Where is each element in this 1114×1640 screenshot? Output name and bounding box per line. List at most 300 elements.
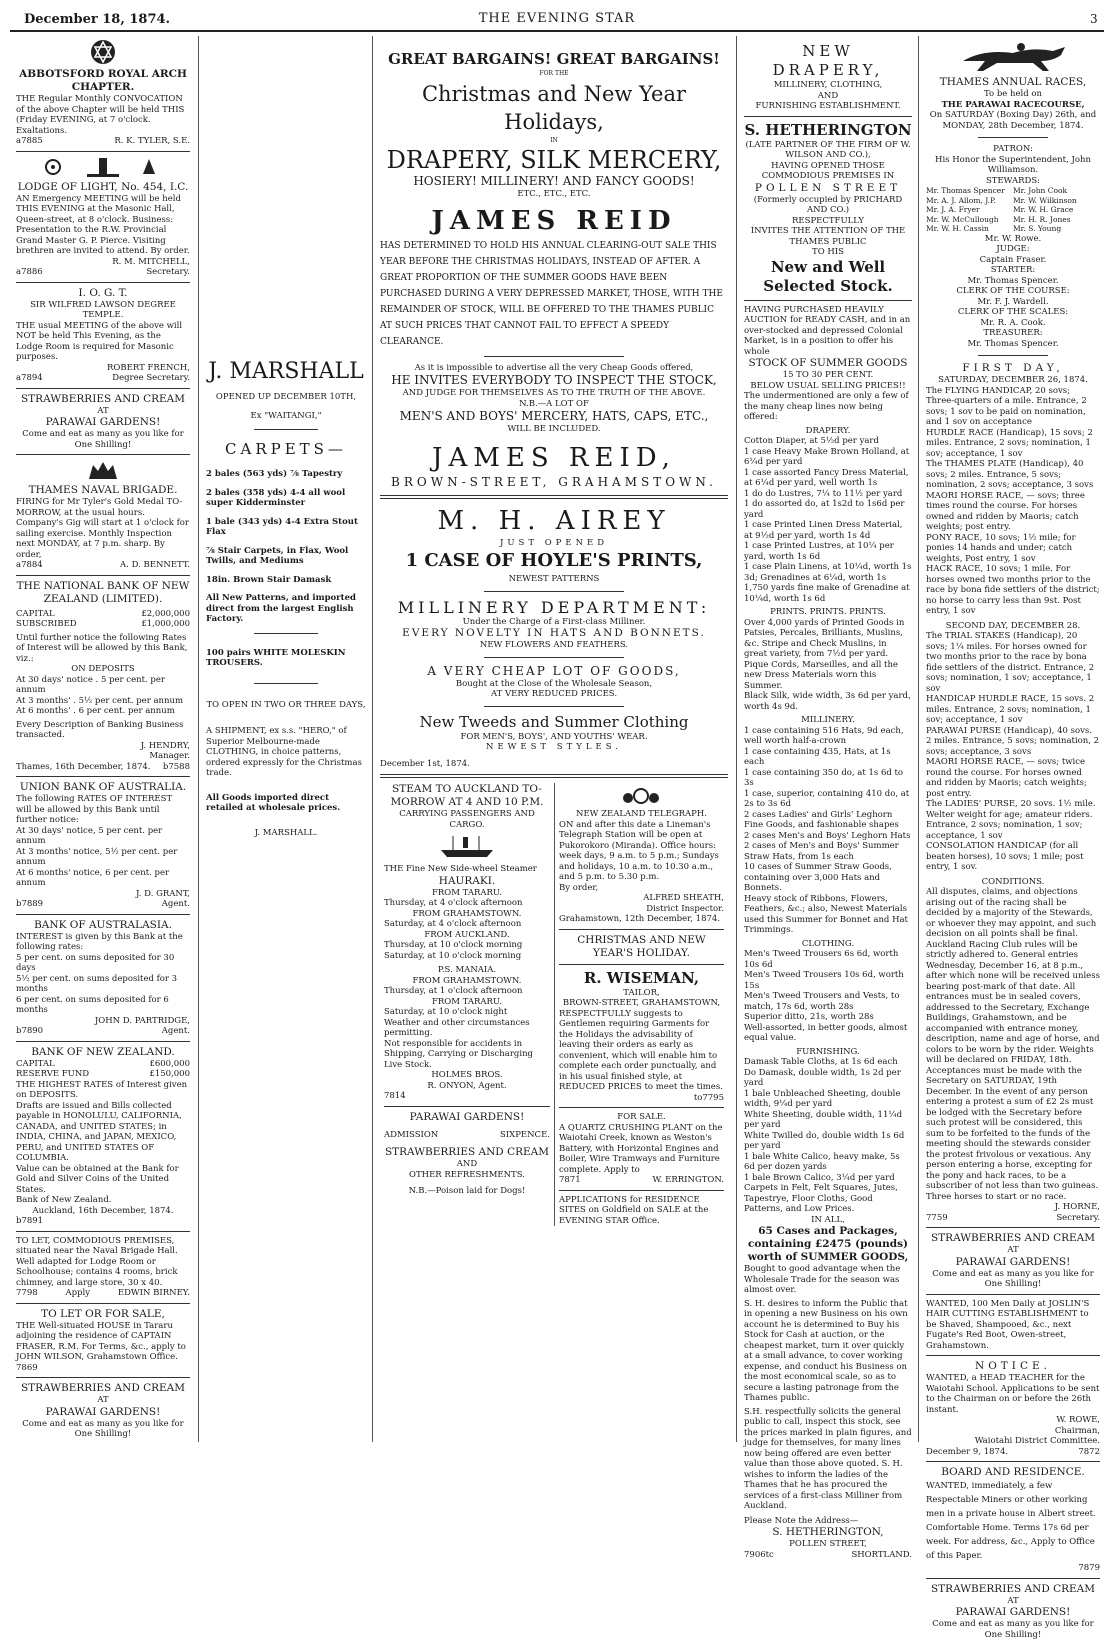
union-ref: b7889: [16, 899, 44, 909]
column-divider: [198, 36, 199, 1442]
hetherington-name: S. HETHERINGTON: [744, 120, 912, 139]
airey-bought: Bought at the Close of the Wholesale Season,: [455, 678, 653, 689]
lodge-title: LODGE OF LIGHT, No. 454, I.C.: [17, 180, 189, 193]
hetherington-furn: FURNISHING ESTABLISHMENT.: [755, 101, 901, 111]
race-entry: The TRIAL STAKES (Handicap), 20 sovs; 1¼ miles. For horses owned for two months prior to the race by bona fide settlers of the district. Entrance, 2 sovs; nomination, 1 sov; acceptance, 1 sov: [926, 631, 1095, 694]
patron-label: PATRON:: [993, 144, 1033, 154]
judge-name: Captain Fraser.: [979, 254, 1047, 265]
hetherington-mill: MILLINERY, CLOTHING,: [773, 80, 883, 90]
union-title: UNION BANK OF AUSTRALIA.: [19, 781, 187, 793]
hetherington-cases: 65 Cases and Packages, containing £2475 (pounds) worth of SUMMER GOODS,: [747, 1225, 909, 1263]
airey-novelty: EVERY NOVELTY IN HATS AND BONNETS.: [402, 627, 706, 639]
boa-rate: 6 per cent. on sums deposited for 6 months: [16, 994, 169, 1015]
steam-line: FROM GRAHAMSTOWN.: [412, 975, 522, 986]
list-item: White Twilled do, double width 1s 6d per yard: [744, 1130, 905, 1151]
list-item: Well-assorted, in better goods, almost equal value.: [744, 1022, 908, 1043]
race-entry: PONY RACE, 10 sovs; 1½ mile; for ponies 14 hands and under; catch weights, Post entry, 1 sov: [926, 532, 1076, 564]
lodge-role: Secretary.: [146, 267, 190, 277]
xmas-title: CHRISTMAS AND NEW YEAR'S HOLIDAY.: [577, 933, 706, 959]
wiseman-title: R. WISEMAN,: [583, 968, 700, 987]
tele-sign: ALFRED SHEATH,: [643, 893, 724, 903]
list-item: 1 case, superior, containing 410 do, at 2s to 3s 6d: [744, 788, 910, 809]
nbnz-deposits: ON DEPOSITS: [71, 664, 135, 674]
naval-title: THAMES NAVAL BRIGADE.: [28, 484, 178, 496]
list-item: 2 cases Ladies' and Girls' Leghorn Fine Goods, and fashionable shapes: [744, 809, 899, 830]
union-role: Agent.: [161, 899, 190, 909]
races-held: To be held on: [984, 89, 1042, 99]
wiseman-tailor: TAILOR,: [623, 987, 660, 998]
airey-reduced: AT VERY REDUCED PRICES.: [490, 689, 618, 699]
board-ref: 7879: [1078, 1563, 1100, 1573]
first-day: FIRST DAY,: [962, 362, 1064, 374]
strawberries-title: STRAWBERRIES AND CREAM: [20, 392, 186, 405]
tele-title: NEW ZEALAND TELEGRAPH.: [576, 809, 707, 819]
reid-incl: WILL BE INCLUDED.: [507, 424, 601, 434]
conditions-sign: J. HORNE,: [1054, 1202, 1100, 1212]
starter-label: STARTER:: [990, 265, 1036, 275]
marshall-carpets: CARPETS—: [225, 440, 347, 458]
lodge-ref: a7886: [16, 267, 43, 277]
nbnz-capital: £2,000,000: [141, 608, 190, 619]
hetherington-note: Please Note the Address—: [744, 1515, 859, 1526]
notice-date: December 9, 1874.: [926, 1446, 1009, 1457]
steward: Mr. John Cook: [1013, 186, 1068, 195]
nbnz-every: Every Description of Banking Business transacted.: [16, 719, 184, 740]
list-item: 1 case Printed Lustres, at 10¼ per yard, worth 1s 6d: [744, 541, 894, 562]
union-sign: J. D. GRANT,: [136, 888, 190, 899]
boa-ref: b7890: [16, 1026, 44, 1036]
strawberries-body: Come and eat as many as you like for One Shilling!: [22, 429, 184, 450]
section-millinery: MILLINERY.: [801, 715, 855, 725]
wanted-shave: WANTED, 100 Men Daily at JOSLIN'S HAIR CUTTING ESTABLISHMENT to be Shaved, Shampooed, &c., next Fugate's Red Boot, Owen-street, Grahamstown.: [926, 1298, 1090, 1351]
lodge-sign: R. M. MITCHELL,: [112, 256, 190, 267]
hetherington-below: BELOW USUAL SELLING PRICES!!: [750, 380, 906, 391]
steam-carry: CARRYING PASSENGERS AND CARGO.: [399, 809, 535, 830]
list-item: Cotton Diaper, at 5½d per yard: [744, 436, 879, 446]
marshall-ex: Ex "WAITANGI,": [250, 410, 322, 421]
union-rate: At 3 months' notice, 5½ per cent. per annum: [16, 846, 178, 867]
bnz-title: BANK OF NEW ZEALAND.: [31, 1045, 175, 1058]
marshall-item: All Goods imported direct retailed at wholesale prices.: [206, 792, 341, 813]
apps-body: APPLICATIONS for RESIDENCE SITES on Goldfield on SALE at the EVENING STAR Office.: [558, 1194, 709, 1226]
steward: Mr. A. J. Allom, J.P.: [926, 195, 996, 205]
race-entry: MAORI HORSE RACE, — sovs; twice round the course. For horses owned and ridden by Maoris; catch weights; post entry.: [926, 757, 1087, 799]
list-item: Pique Cords, Marseilles, and all the new Dress Materials worn this Summer.: [744, 659, 898, 691]
bnz-body: THE HIGHEST RATES of Interest given on DEPOSITS.: [16, 1079, 188, 1100]
airey-just: JUST OPENED: [499, 537, 609, 548]
hetherington-desires: S. H. desires to inform the Public that in opening a new Business on his own account he is determined to Buy his Stock for Cash at auction, or the cheapest market, turn it over quickly at a small advance, to cover working expense, and conduct his Business on the most economical scale, so as to secure a lasting patronage from the Thames public.: [744, 1298, 908, 1403]
steam-line: Saturday, at 10 o'clock morning: [384, 950, 522, 961]
steward: Mr. S. Young: [1013, 224, 1062, 233]
racehorse-icon: [926, 39, 1100, 73]
column-divider: [372, 36, 373, 1442]
steam-ref: 7814: [384, 1091, 406, 1101]
steward: Mr. Thomas Spencer: [926, 186, 1005, 195]
iogt-sub: SIR WILFRED LAWSON DEGREE TEMPLE.: [30, 299, 176, 320]
abbotsford-body: THE Regular Monthly CONVOCATION of the above Chapter will be held THIS (Friday EVENING, at 7 o'clock. Exaltations.: [16, 94, 185, 136]
race-entry: HACK RACE, 10 sovs; 1 mile. For horses owned two months prior to the race by bona fide settlers of the district; no horse to carry less than 9st. Post entry, 1 sov: [926, 564, 1100, 616]
race-entry: MAORI HORSE RACE, — sovs; three times round the course. For horses owned and ridden by Maoris; catch weights; post entry.: [926, 490, 1085, 532]
steward: Mr. W. H. Cassin: [926, 224, 989, 233]
list-item: Over 4,000 yards of Printed Goods in Patsies, Percales, Brilliants, Muslins, &c. Stripe and Check Muslins, in great variety, from 7½d per yard.: [744, 617, 905, 659]
royal-arms-icon: [559, 786, 724, 806]
page-number: 3: [1090, 12, 1098, 26]
drapery-heading: DRAPERY, SILK MERCERY,: [386, 146, 722, 174]
list-item: Damask Table Cloths, at 1s 6d each: [744, 1057, 898, 1067]
airey-newest: NEWEST PATTERNS: [508, 574, 600, 584]
steward: Mr. W. H. Grace: [1013, 205, 1074, 214]
wiseman-addr: BROWN-STREET, GRAHAMSTOWN,: [562, 998, 721, 1008]
column-divider: [736, 36, 737, 1442]
hetherington-under: The undermentioned are only a few of the many cheap lines now being offered:: [744, 391, 909, 422]
tele-date: Grahamstown, 12th December, 1874.: [558, 914, 720, 924]
royal-crest-icon: [16, 459, 190, 481]
marshall-item: 2 bales (563 yds) ⅞ Tapestry: [206, 469, 343, 479]
strawberries-body: Come and eat as many as you like for One Shilling!: [932, 1619, 1094, 1640]
stewards-label: STEWARDS:: [985, 175, 1041, 186]
for-the: FOR THE: [539, 70, 569, 77]
marshall-title: J. MARSHALL: [208, 359, 364, 384]
steam-line: FROM GRAHAMSTOWN.: [412, 908, 522, 919]
hetherington-solicits: S.H. respectfully solicits the general public to call, inspect this stock, see the prices marked in plain figures, and judge for themselves, for many lines now being offered are even better value than those above quoted. S. H. wishes to inform the ladies of the Thames that he has procured the services of a first-class Milliner from Auckland.: [744, 1406, 912, 1511]
airey-under: Under the Charge of a First-class Milliner.: [462, 616, 646, 627]
race-entry: HURDLE RACE (Handicap), 15 sovs; 2 miles. Entrance, 2 sovs; nomination, 1 sov; acceptance, 1 sov: [926, 427, 1093, 459]
nbnz-sign: J. HENDRY,: [140, 740, 190, 751]
tolet-body: TO LET, COMMODIOUS PREMISES, situated near the Naval Brigade Hall. Well adapted for Lodge Room or Schoolhouse; contains 4 rooms, brick chimney, and large store, 30 x 40.: [16, 1235, 178, 1288]
wanted-teacher: WANTED, a HEAD TEACHER for the Waiotahi School. Applications to be sent to the Chairman on or before the 26th instant.: [926, 1373, 1100, 1415]
list-item: White Sheeting, double width, 11¼d per yard: [744, 1109, 903, 1130]
list-item: Men's Tweed Trousers and Vests, to match, 17s 6d, worth 28s: [744, 991, 900, 1012]
marshall-item: 18in. Brown Stair Damask: [206, 574, 332, 585]
lodge-emblem-icon: [16, 156, 190, 178]
etc-line: ETC., ETC., ETC.: [517, 189, 591, 199]
boa-body: INTEREST is given by this Bank at the following rates:: [16, 931, 183, 952]
abbotsford-title: ABBOTSFORD ROYAL ARCH CHAPTER.: [19, 68, 187, 93]
second-day: SECOND DAY, DECEMBER 28.: [945, 620, 1081, 631]
bnz-body2: Drafts are issued and Bills collected payable in HONOLULU, CALIFORNIA, CANADA, and UNITED STATES; in INDIA, CHINA, and JAPAN, MEXICO, PERU, and UNITED STATES OF COLUMBIA.: [16, 1100, 182, 1163]
race-entry: The FLYING HANDICAP, 20 sovs; Three-quarters of a mile. Entrance, 2 sovs; 1 sov to be paid on nomination, and 1 sov on acceptance: [926, 385, 1087, 427]
list-item: 1 case containing 516 Hats, 9d each, well worth half-a-crown: [744, 725, 904, 746]
list-item: 1 bale Brown Calico, 3¼d per yard: [744, 1172, 895, 1183]
list-item: 1 bale Unbleached Sheeting, double width, 9¼d per yard: [744, 1088, 901, 1109]
naval-ref: a7884: [16, 560, 43, 570]
list-item: 1 case Printed Linen Dress Material, at 9½d per yard, worth 1s 4d: [744, 520, 903, 541]
parawai-admission: ADMISSION: [384, 1129, 439, 1140]
nbnz-subscribed: £1,000,000: [141, 619, 190, 629]
naval-body: FIRING for Mr Tyler's Gold Medal TO-MORROW, at the usual hours. Company's Gig will start at 1 o'clock for sailing exercise. Monthly Inspection next MONDAY, at 7 p.m. sharp. By order,: [16, 497, 189, 560]
masthead: [0, 0, 1114, 36]
marshall-item: ⅞ Stair Carpets, in Flax, Wool Twills, and Mediums: [206, 545, 349, 566]
list-item: Black Silk, wide width, 3s 6d per yard, worth 4s 9d.: [744, 691, 911, 712]
strawberries-place: PARAWAI GARDENS!: [45, 1405, 161, 1418]
boa-rate: 5½ per cent. on sums deposited for 3 months: [16, 973, 178, 994]
tele-role: District Inspector.: [646, 903, 724, 914]
scales-name: Mr. R. A. Cook.: [980, 317, 1046, 328]
strawberries-title: STRAWBERRIES AND CREAM: [930, 1232, 1096, 1244]
section-furnishing: FURNISHING.: [796, 1046, 860, 1057]
section-clothing: CLOTHING.: [801, 938, 855, 949]
newspaper-title: THE EVENING STAR: [478, 11, 636, 26]
masthead-rule: [10, 30, 1104, 32]
column-2: [200, 36, 372, 1442]
steamer-advert: [380, 783, 554, 1226]
steam-line: FROM TARARU.: [431, 887, 503, 898]
strawberries-title: STRAWBERRIES AND CREAM: [930, 1582, 1096, 1595]
steam-name: HAURAKI.: [438, 874, 496, 887]
steward: Mr. W. McCullough: [926, 214, 999, 224]
hetherington-shortland: SHORTLAND.: [851, 1549, 912, 1560]
list-item: 1 do do Lustres, 7¼ to 11½ per yard: [744, 488, 903, 499]
list-item: 1 do assorted do, at 1s2d to 1s6d per yard: [744, 499, 905, 520]
list-item: 2 cases of Men's and Boys' Summer Straw Hats, from 1s each: [744, 841, 899, 862]
steward: Mr. W. Wilkinson: [1013, 195, 1077, 205]
hetherington-tohis: TO HIS: [812, 247, 844, 257]
nbnz-intro: Until further notice the following Rates of Interest will be allowed by this Bank, viz.:: [16, 632, 188, 664]
race-entry: The THAMES PLATE (Handicap), 40 sovs; 2 miles. Entrance, 5 sovs; nomination, 2 sovs; acceptance, 3 sovs: [926, 459, 1094, 490]
parawai-and: AND: [456, 1159, 478, 1169]
steam-holmes: HOLMES BROS.: [431, 1070, 503, 1080]
column-1: [10, 36, 196, 1442]
reid-mens: MEN'S AND BOYS' MERCERY, HATS, CAPS, ETC.,: [399, 409, 709, 423]
boa-sign: JOHN D. PARTRIDGE,: [94, 1015, 190, 1026]
sale-body: A QUARTZ CRUSHING PLANT on the Waiotahi Creek, known as Weston's Battery, with Horizontal Engines and Boiler, Wire Tramways and Furniture complete. Apply to: [558, 1122, 723, 1175]
steam-title: STEAM TO AUCKLAND TO-MORROW AT 4 AND 10 P.M.: [390, 783, 544, 808]
hetherington-ref: 7906tc: [744, 1549, 774, 1560]
steward: Mr. H. R. Jones: [1013, 214, 1071, 224]
list-item: 1 case containing 435, Hats, at 1s each: [744, 746, 891, 767]
list-item: Heavy stock of Ribbons, Flowers, Feathers, &c.; also, Newest Materials used this Summer for Bonnet and Hat Trimmings.: [744, 893, 908, 935]
marshall-item: A SHIPMENT, ex s.s. "HERO," of Superior Melbourne-made CLOTHING, in choice patterns, ordered expressly for the Christmas trade.: [206, 726, 362, 778]
strawberries-at: AT: [97, 1395, 109, 1405]
hetherington-stock: STOCK OF SUMMER GOODS: [748, 357, 908, 369]
nbnz-capital-label: CAPITAL: [16, 608, 55, 619]
races-course: THE PARAWAI RACECOURSE,: [941, 99, 1085, 110]
hetherington-having: HAVING OPENED THOSE COMMODIOUS PREMISES IN: [761, 160, 895, 181]
list-item: 10 cases of Summer Straw Goods, containing over 3,000 Hats and Bonnets.: [744, 862, 892, 893]
wiseman-body: RESPECTFULLY suggests to Gentlemen requiring Garments for the Holidays the advisability of leaving their orders as early as convenient, which will enable him to complete each order punctually, and in his usual finished style, at REDUCED PRICES to meet the times.: [558, 1008, 723, 1092]
steward: Mr. W. Rowe.: [984, 233, 1042, 244]
james-reid-signature: JAMES REID,: [432, 442, 676, 473]
list-item: Men's Tweed Trousers 10s 6d, worth 15s: [744, 970, 904, 991]
notice-ref: 7872: [1078, 1446, 1100, 1457]
treasurer-name: Mr. Thomas Spencer.: [967, 338, 1059, 349]
steward: Mr. J. A. Fryer: [926, 205, 980, 214]
reid-impossible: As it is impossible to advertise all the very Cheap Goods offered,: [414, 362, 694, 373]
steam-line: Thursday, at 10 o'clock morning: [384, 940, 523, 950]
nbnz-subscribed-label: SUBSCRIBED: [16, 619, 77, 629]
notice-sign: W. ROWE,: [1056, 1415, 1100, 1425]
strawberries-place: PARAWAI GARDENS!: [45, 416, 161, 428]
column-divider: [918, 36, 919, 1442]
iogt-role: Degree Secretary.: [112, 373, 190, 383]
airey-cheap: A VERY CHEAP LOT OF GOODS,: [427, 663, 681, 678]
telegraph-advert: [554, 783, 728, 1226]
strawberries-at: AT: [1007, 1595, 1019, 1606]
hetherington-newwell: New and Well Selected Stock.: [763, 257, 893, 295]
hetherington-resp: RESPECTFULLY: [792, 215, 864, 226]
sale-title: FOR SALE.: [617, 1112, 666, 1122]
reid-body: HAS DETERMINED TO HOLD HIS ANNUAL CLEARING-OUT SALE THIS YEAR BEFORE THE CHRISTMAS HOLIDAYS, INSTEAD OF AFTER. A GREAT PROPORTION OF THE SUMMER GOODS HAVE BEEN PURCHASED DURING A VERY DEPRESSED MARKET, THOSE, WITH THE REMAINDER OF STOCK, WILL BE OFFERED TO THE THAMES PUBLIC AT SUCH PRICES THAT CANNOT FAIL TO EFFECT A SPEEDY CLEARANCE.: [380, 240, 723, 347]
list-item: 1 case assorted Fancy Dress Material, at 6¼d per yard, well worth 1s: [744, 467, 909, 488]
iogt-ref: a7894: [16, 373, 43, 383]
iogt-body: THE usual MEETING of the above will NOT be held This Evening, as the Lodge Room is required for Masonic purposes.: [16, 320, 183, 362]
tolet-sign: EDWIN BIRNEY.: [117, 1288, 190, 1298]
parawai-price: SIXPENCE.: [499, 1129, 550, 1140]
hetherington-and: AND: [817, 90, 839, 101]
airey-formen: FOR MEN'S, BOYS', AND YOUTHS' WEAR.: [460, 731, 648, 742]
board-body: WANTED, immediately, a few Respectable Miners or other working men in a private house in Albert street. Comfortable Home. Terms 17s 6d per week. For address, &c., Apply to Office of this Paper.: [926, 1481, 1096, 1561]
parawai-nb: N.B.—Poison laid for Dogs!: [408, 1186, 526, 1196]
iogt-title: I. O. G. T.: [78, 286, 128, 299]
conditions-title: CONDITIONS.: [981, 876, 1045, 887]
section-prints: PRINTS. PRINTS. PRINTS.: [770, 607, 886, 617]
masonic-star-icon: [16, 39, 190, 65]
race-entry: PARAWAI PURSE (Handicap), 40 sovs. 2 miles. Entrance, 5 sovs; nomination, 2 sovs; acceptance, 3 sovs: [926, 725, 1100, 757]
hetherington-formerly: (Formerly occupied by PRICHARD AND CO.): [753, 194, 903, 215]
hetherington-name2: S. HETHERINGTON,: [772, 1526, 884, 1538]
bnz-reserve: £150,000: [149, 1069, 190, 1079]
nbnz-rate: At 30 days' notice . 5 per cent. per annum: [16, 674, 165, 695]
airey-date: December 1st, 1874.: [380, 758, 470, 769]
union-body: The following RATES OF INTEREST will be allowed by this Bank until further notice:: [16, 794, 173, 825]
steamer-icon: [384, 834, 550, 860]
conditions-body: All disputes, claims, and objections arising out of the racing shall be decided by a majority of the Stewards, or whoever they may appoint, and such decision on all points shall be final. Auckland Racing Club rules will be strictly adhered to. General entries Wednesday, December 16, at 8 p.m., after which none will be received unless bearing post-mark of that date. All entrances must be in sealed covers, addressed to the Secretary, Exchange Buildings, Grahamstown, and be accompanied with entrance money, description, name and age of horse, and colors to be worn by the rider. Weights will be declared on FRIDAY, 18th. Acceptances must be made with the Secretary on SATURDAY, 19th December. In the event of any person entering a protest a sum of £2 2s must be lodged with the Secretary before such protest will be considered, this sum to be forfeited to the funds of the meeting should the stewards consider the protest frivolous or vexatious. Any person entering a horse, excepting for the pony and hack races, to be a subscriber of not less than two guineas. Three horses to start or no race.: [926, 887, 1100, 1202]
bnz-body3: Value can be obtained at the Bank for Gold and Silver Coins of the United States.: [16, 1163, 179, 1195]
reid-judge: AND JUDGE FOR THEMSELVES AS TO THE TRUTH OF THE ABOVE.: [402, 388, 706, 398]
nbnz-date: Thames, 16th December, 1874.: [16, 761, 151, 772]
clerk-name: Mr. F. J. Wardell.: [977, 296, 1049, 307]
steam-line: Thursday, at 4 o'clock afternoon: [384, 898, 523, 908]
steam-line: FROM AUCKLAND.: [424, 929, 510, 940]
hetherington-late: (LATE PARTNER OF THE FIRM OF W. WILSON AND CO.),: [745, 139, 911, 160]
tolet2-title: TO LET OR FOR SALE,: [41, 1307, 165, 1320]
judge-label: JUDGE:: [996, 244, 1030, 254]
marshall-item: 1 bale (343 yds) 4-4 Extra Stout Flax: [206, 516, 358, 537]
scales-label: CLERK OF THE SCALES:: [957, 307, 1069, 317]
list-item: Do Damask, double width, 1s 2d per yard: [744, 1067, 901, 1088]
abbotsford-sign: R. K. TYLER, S.E.: [114, 136, 190, 146]
marshall-opened: OPENED UP DECEMBER 10TH,: [215, 392, 357, 402]
lodge-body: AN Emergency MEETING will be held THIS EVENING at the Masonic Hall, Queen-street, at 8 o'clock. Business: Presentation to the R.W. Provincial Grand Master G. P. Pierce. Visiting brethren are invited to attend. By order.: [16, 193, 190, 256]
steam-line: Saturday, at 4 o'clock afternoon: [384, 919, 522, 929]
column-5: [920, 36, 1106, 1640]
holidays-heading: Christmas and New Year Holidays,: [421, 81, 687, 134]
race-entry: HANDICAP HURDLE RACE, 15 sovs. 2 miles. Entrance, 2 sovs; nomination, 1 sov; acceptance, 1 sov: [926, 694, 1095, 725]
conditions-role: Secretary.: [1056, 1212, 1100, 1223]
race-entry: CONSOLATION HANDICAP (for all beaten horses), 10 sovs; 1 mile; post entry, 1 sov.: [926, 841, 1084, 872]
steam-onyon: R. ONYON, Agent.: [427, 1080, 507, 1091]
boa-role: Agent.: [161, 1026, 190, 1036]
strawberries-title: STRAWBERRIES AND CREAM: [20, 1382, 186, 1394]
bnz-reserve-label: RESERVE FUND: [16, 1069, 90, 1079]
reid-invites: HE INVITES EVERYBODY TO INSPECT THE STOCK,: [391, 373, 717, 387]
list-item: 1,750 yards fine make of Grenadine at 10¼d, worth 1s 6d: [744, 583, 910, 604]
steam-body: THE Fine New Side-wheel Steamer: [384, 864, 537, 874]
steam-line: FROM TARARU.: [431, 996, 503, 1007]
airey-styles: NEWEST STYLES.: [486, 742, 622, 752]
sale-ref: 7871: [558, 1175, 581, 1185]
sale-sign: W. ERRINGTON.: [652, 1175, 724, 1185]
bnz-capital: £600,000: [149, 1058, 190, 1069]
races-title: THAMES ANNUAL RACES,: [939, 76, 1087, 88]
hetherington-bought: Bought to good advantage when the Wholesale Trade for the season was almost over.: [744, 1264, 901, 1295]
hosiery-heading: HOSIERY! MILLINERY! AND FANCY GOODS!: [413, 174, 695, 188]
reid-nb: N.B.—A LOT OF: [519, 398, 589, 409]
hetherington-pollen: POLLEN STREET: [754, 181, 902, 194]
board-title: BOARD AND RESIDENCE.: [941, 1466, 1085, 1478]
airey-heading: M. H. AIREY: [437, 505, 671, 536]
notice-chair: Chairman,: [1054, 1425, 1100, 1436]
airey-hoyle: 1 CASE OF HOYLE'S PRINTS,: [405, 550, 703, 571]
tolet-ref: 7798: [16, 1288, 38, 1298]
marshall-open2: TO OPEN IN TWO OR THREE DAYS,: [206, 699, 366, 710]
iogt-sign: ROBERT FRENCH,: [107, 362, 190, 373]
steam-line: Saturday, at 10 o'clock night: [384, 1007, 508, 1017]
parawai-title: PARAWAI GARDENS!: [409, 1110, 525, 1123]
bnz-ref: b7891: [16, 1216, 44, 1226]
tele-body: ON and after this date a Lineman's Telegraph Station will be open at Pukorokoro (Miranda). Office hours: week days, 9 a.m. to 5 p.m.; Sundays and holidays, 10 a.m. to 10.30 a.m., and 5 p.m. to 5.30 p.m.: [558, 819, 719, 882]
hetherington-pct: 15 TO 30 PER CENT.: [782, 370, 874, 380]
stewards-list: [926, 186, 1100, 234]
notice-title: NOTICE.: [975, 1360, 1051, 1372]
parawai-straw: STRAWBERRIES AND CREAM: [384, 1146, 550, 1158]
treasurer-label: TREASURER:: [983, 328, 1043, 338]
airey-tweeds: New Tweeds and Summer Clothing: [419, 712, 689, 731]
nbnz-rate: At 3 months' . 5½ per cent. per annum: [16, 695, 184, 706]
issue-date: December 18, 1874.: [24, 12, 171, 27]
parawai-other: OTHER REFRESHMENTS.: [409, 1169, 525, 1180]
clerk-label: CLERK OF THE COURSE:: [956, 286, 1070, 296]
in-label: IN: [550, 136, 558, 144]
wiseman-ref: to7795: [693, 1092, 724, 1103]
patron-name: His Honor the Superintendent, John Williamson.: [935, 154, 1091, 175]
list-item: Carpets in Felt, Felt Squares, Jutes, Tapestrye, Floor Cloths, Good Patterns, and Low Prices.: [744, 1183, 898, 1214]
hetherington-pollen2: POLLEN STREET,: [789, 1539, 867, 1549]
marshall-sign: J. MARSHALL.: [254, 827, 318, 838]
airey-flowers: NEW FLOWERS AND FEATHERS.: [479, 640, 629, 650]
list-item: 1 bale White Calico, heavy make, 5s 6d per dozen yards: [744, 1151, 900, 1172]
strawberries-at: AT: [97, 405, 109, 416]
starter-name: Mr. Thomas Spencer.: [967, 275, 1059, 286]
race-entry: The LADIES' PURSE, 20 sovs. 1½ mile. Welter weight for age; amateur riders. Entrance, 2 sovs; nomination, 1 sov; acceptance, 1 sov: [926, 799, 1096, 841]
tolet-apply: Apply: [65, 1288, 91, 1298]
list-item: 1 case containing 350 do, at 1s 6d to 3s: [744, 767, 904, 788]
steam-line: Thursday, at 1 o'clock afternoon: [384, 986, 523, 996]
list-item: Men's Tweed Trousers 6s 6d, worth 10s 6d: [744, 949, 899, 970]
list-item: Superior ditto, 21s, worth 28s: [744, 1012, 874, 1022]
naval-sign: A. D. BENNETT.: [120, 560, 190, 570]
boa-rate: 5 per cent. on sums deposited for 30 days: [16, 952, 175, 973]
airey-millinery: MILLINERY DEPARTMENT:: [397, 597, 711, 617]
steam-weather: Weather and other circumstances permitting.: [384, 1017, 530, 1038]
first-day-date: SATURDAY, DECEMBER 26, 1874.: [938, 375, 1088, 385]
hetherington-invites: INVITES THE ATTENTION OF THE THAMES PUBLIC: [750, 226, 906, 247]
column-3: [374, 36, 734, 1442]
hetherington-body: HAVING PURCHASED HEAVILY AUCTION for READY CASH, and in an over-stocked and depressed Colonial Market, is in a position to offer his whole: [744, 304, 911, 357]
strawberries-body: Come and eat as many as you like for One Shilling!: [932, 1268, 1094, 1289]
reid-address: BROWN-STREET, GRAHAMSTOWN.: [391, 474, 717, 489]
steam-resp: Not responsible for accidents in Shipping, Carrying or Discharging Live Stock.: [384, 1038, 533, 1070]
column-4: [738, 36, 918, 1560]
marshall-item: 100 pairs WHITE MOLESKIN TROUSERS.: [206, 647, 346, 668]
nbnz-rate: At 6 months' . 6 per cent. per annum: [16, 706, 175, 716]
list-item: 2 cases Men's and Boys' Leghorn Hats: [744, 830, 911, 841]
bnz-date: Auckland, 16th December, 1874.: [32, 1205, 174, 1216]
hetherington-inall: IN ALL,: [811, 1214, 845, 1225]
marshall-item: All New Patterns, and imported direct from the largest English Factory.: [206, 593, 356, 624]
bargains-heading: GREAT BARGAINS! GREAT BARGAINS!: [388, 50, 720, 68]
conditions-ref: 7759: [926, 1212, 948, 1223]
